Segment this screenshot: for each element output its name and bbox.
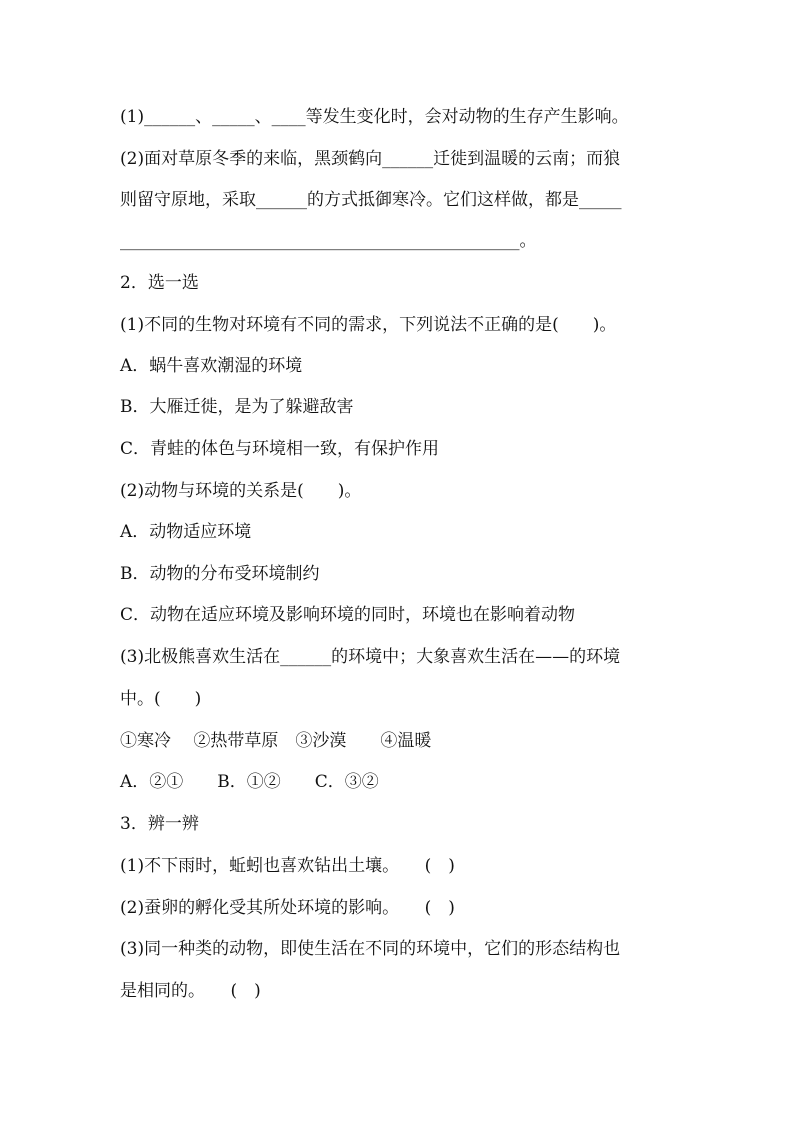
judge-question-1: (1)不下雨时，蚯蚓也喜欢钻出土壤。 ( ) bbox=[120, 856, 455, 876]
choice-question-3-stem-line-1: (3)北极熊喜欢生活在______的环境中；大象喜欢生活在——的环境 bbox=[120, 647, 621, 667]
choice-question-1-stem: (1)不同的生物对环境有不同的需求，下列说法不正确的是( )。 bbox=[120, 315, 617, 335]
choice-question-1-option-b: B．大雁迁徙，是为了躲避敌害 bbox=[120, 397, 354, 417]
fill-blank-question-2-line-2: 则留守原地，采取______的方式抵御寒冷。它们这样做，都是_____ bbox=[120, 190, 622, 210]
judge-question-3-line-1: (3)同一种类的动物，即使生活在不同的环境中，它们的形态结构也 bbox=[120, 939, 621, 959]
section-3-heading: 3．辨一辨 bbox=[120, 814, 199, 834]
choice-question-2-option-a: A．动物适应环境 bbox=[120, 522, 252, 542]
choice-question-2-stem: (2)动物与环境的关系是( )。 bbox=[120, 481, 362, 501]
choice-question-1-option-c: C．青蛙的体色与环境相一致，有保护作用 bbox=[120, 439, 440, 459]
choice-question-3-answers: A．②① B．①② C．③② bbox=[120, 772, 379, 792]
choice-question-1-option-a: A．蜗牛喜欢潮湿的环境 bbox=[120, 356, 303, 376]
choice-question-2-option-c: C．动物在适应环境及影响环境的同时，环境也在影响着动物 bbox=[120, 605, 576, 625]
fill-blank-question-1: (1)______、_____、____等发生变化时，会对动物的生存产生影响。 bbox=[120, 107, 629, 127]
judge-question-3-line-2: 是相同的。 ( ) bbox=[120, 981, 261, 1001]
choice-question-3-choices: ①寒冷 ②热带草原 ③沙漠 ④温暖 bbox=[120, 731, 432, 751]
fill-blank-question-2-line-3: _______________________________________________。 bbox=[120, 231, 537, 251]
choice-question-3-stem-line-2: 中。( ) bbox=[120, 689, 202, 709]
choice-question-2-option-b: B．动物的分布受环境制约 bbox=[120, 564, 320, 584]
section-2-heading: 2．选一选 bbox=[120, 273, 199, 293]
fill-blank-question-2-line-1: (2)面对草原冬季的来临，黑颈鹤向______迁徙到温暖的云南；而狼 bbox=[120, 149, 621, 169]
judge-question-2: (2)蚕卵的孵化受其所处环境的影响。 ( ) bbox=[120, 898, 455, 918]
